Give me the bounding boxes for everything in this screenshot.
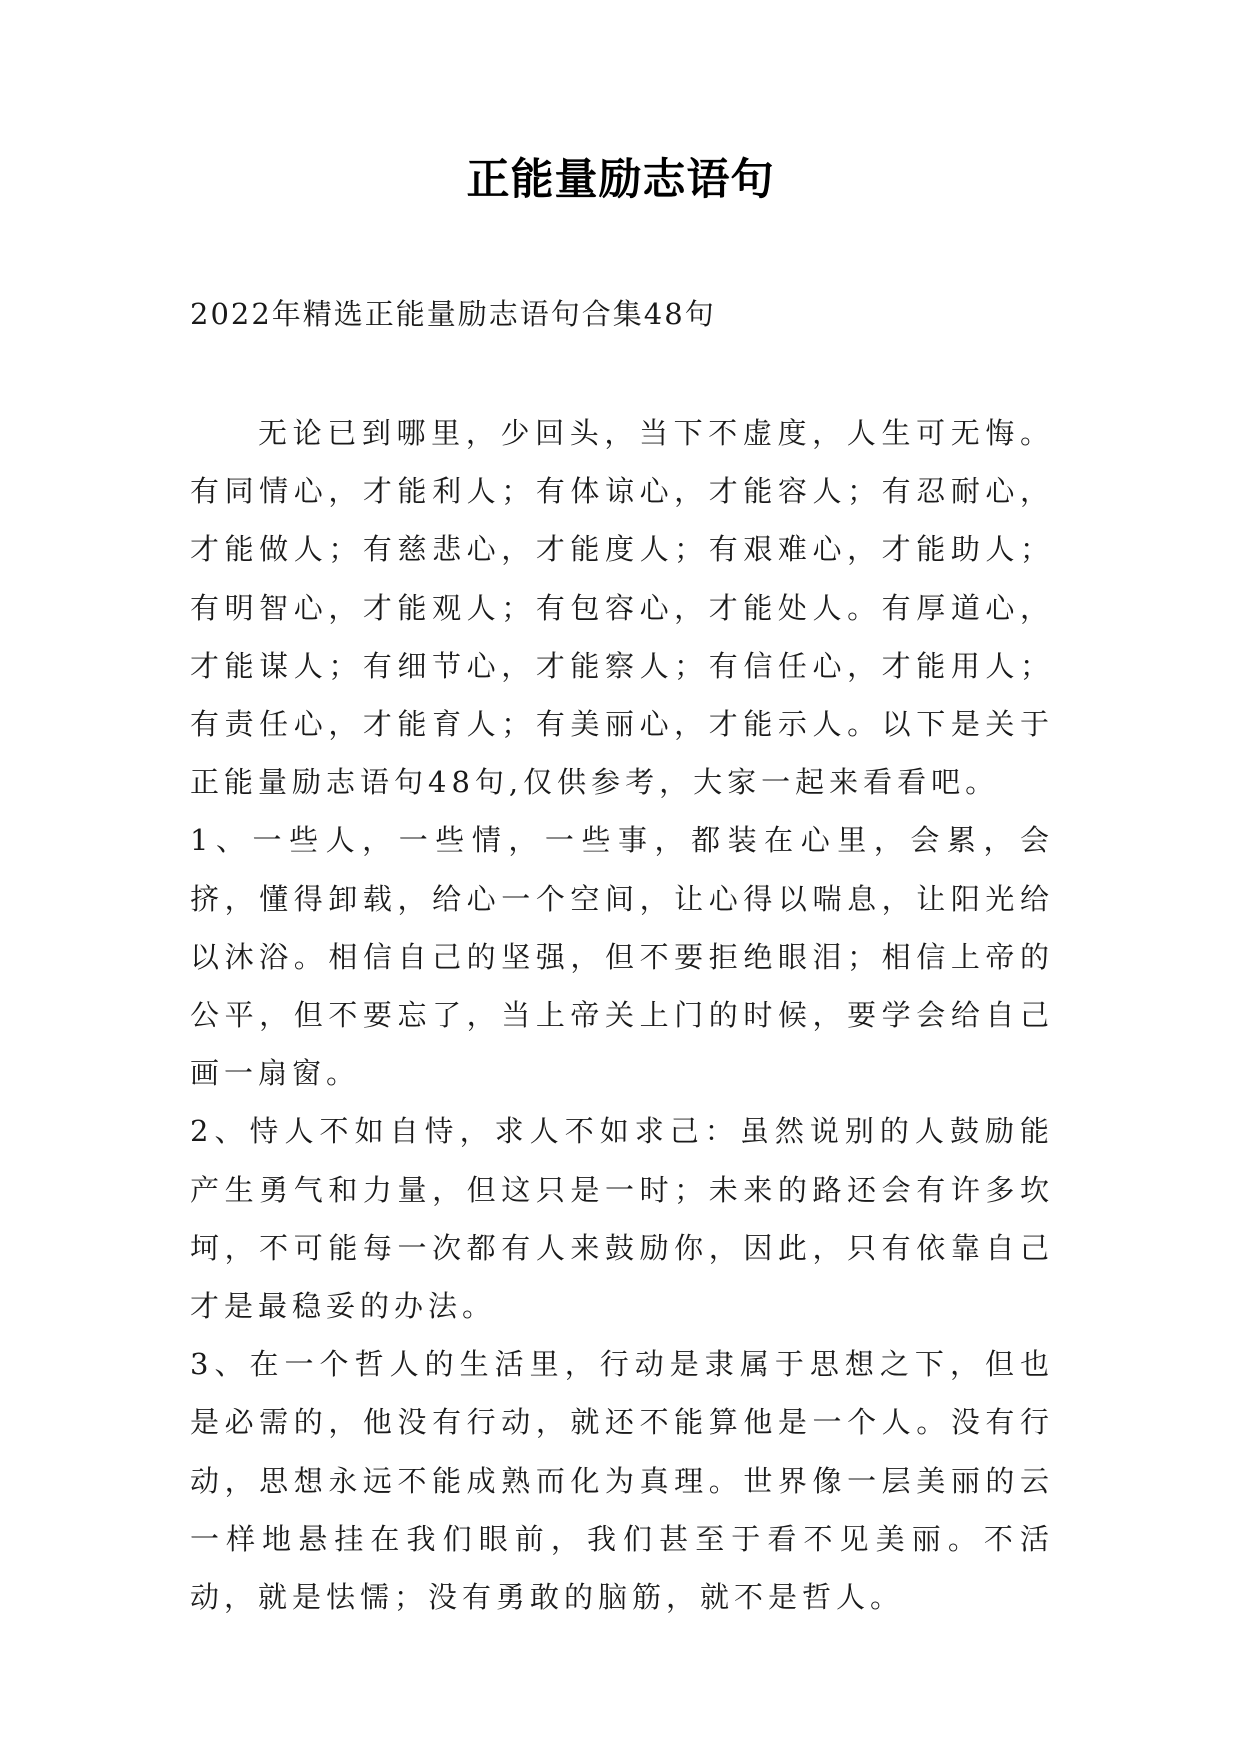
document-body bbox=[190, 404, 1054, 1626]
document-subtitle: 2022年精选正能量励志语句合集48句 bbox=[190, 297, 716, 331]
intro-paragraph: 无论已到哪里，少回头，当下不虚度，人生可无悔。有同情心，才能利人；有体谅心，才能容人；有忍耐心，才能做人；有慈悲心，才能度人；有艰难心，才能助人；有明智心，才能观人；有包容心，才能处人。有厚道心，才能谋人；有细节心，才能察人；有信任心，才能用人；有责任心，才能育人；有美丽心，才能示人。以下是关于正能量励志语句48句,仅供参考，大家一起来看看吧。 bbox=[190, 416, 1054, 800]
document-title: 正能量励志语句 bbox=[466, 155, 775, 205]
quote-item-2: 2、恃人不如自恃，求人不如求己：虽然说别的人鼓励能产生勇气和力量，但这只是一时；未来的路还会有许多坎坷，不可能每一次都有人来鼓励你，因此，只有依靠自己才是最稳妥的办法。 bbox=[190, 1114, 1054, 1324]
quote-item-1: 1、一些人，一些情，一些事，都装在心里，会累，会挤，懂得卸载，给心一个空间，让心得以喘息，让阳光给以沐浴。相信自己的坚强，但不要拒绝眼泪；相信上帝的公平，但不要忘了，当上帝关上门的时候，要学会给自己画一扇窗。 bbox=[190, 823, 1054, 1091]
quote-item-3: 3、在一个哲人的生活里，行动是隶属于思想之下，但也是必需的，他没有行动，就还不能算他是一个人。没有行动，思想永远不能成熟而化为真理。世界像一层美丽的云一样地悬挂在我们眼前，我们甚至于看不见美丽。不活动，就是怯懦；没有勇敢的脑筋，就不是哲人。 bbox=[190, 1347, 1054, 1615]
